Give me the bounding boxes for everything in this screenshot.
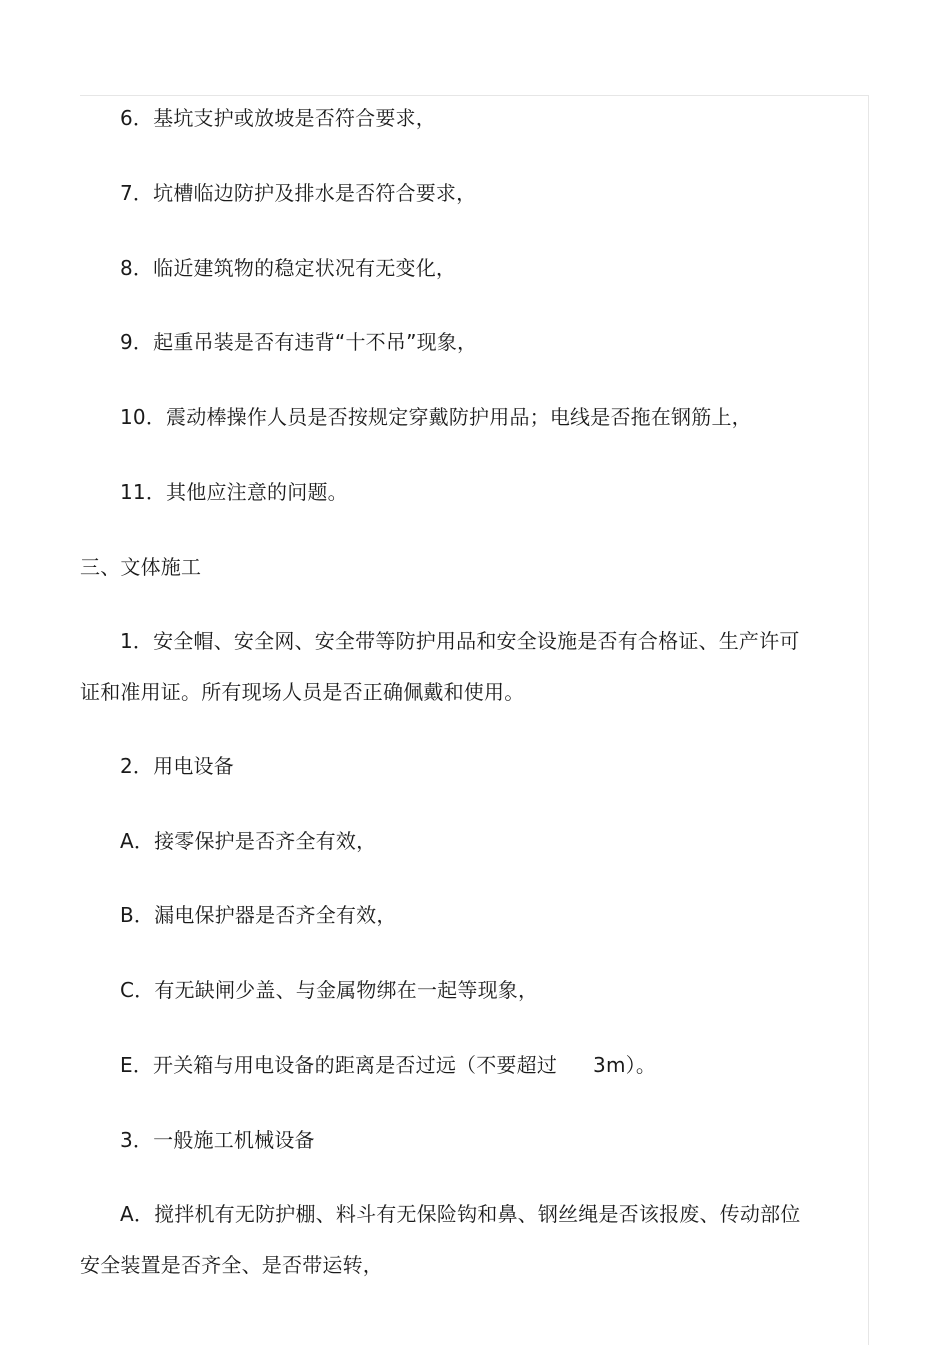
list-item-8: 8．临近建筑物的稳定状况有无变化， [120, 256, 457, 280]
item-3-a-line-1: A．搅拌机有无防护棚、料斗有无保险钩和鼻、钢丝绳是否该报废、传动部位 [120, 1202, 801, 1226]
page-frame [80, 95, 869, 1345]
item-2-e-text: E．开关箱与用电设备的距离是否过远（不要超过 [120, 1053, 558, 1077]
list-item-6: 6．基坑支护或放坡是否符合要求， [120, 106, 436, 130]
list-item-10: 10．震动棒操作人员是否按规定穿戴防护用品；电线是否拖在钢筋上， [120, 405, 752, 429]
item-2-heading: 2．用电设备 [120, 754, 234, 778]
item-1-line-1: 1．安全帽、安全网、安全带等防护用品和安全设施是否有合格证、生产许可 [120, 629, 800, 653]
item-2-e-value: 3m）。 [593, 1053, 657, 1077]
item-1-line-2: 证和准用证。所有现场人员是否正确佩戴和使用。 [80, 680, 525, 704]
item-2-a: A．接零保护是否齐全有效， [120, 829, 377, 853]
list-item-7: 7．坑槽临边防护及排水是否符合要求， [120, 181, 477, 205]
list-item-11: 11．其他应注意的问题。 [120, 480, 348, 504]
item-2-c: C．有无缺闸少盖、与金属物绑在一起等现象， [120, 978, 539, 1002]
list-item-9: 9．起重吊装是否有违背“十不吊”现象， [120, 330, 478, 354]
item-2-e [120, 1053, 656, 1077]
item-3-heading: 3．一般施工机械设备 [120, 1128, 315, 1152]
item-2-b: B．漏电保护器是否齐全有效， [120, 903, 397, 927]
item-3-a-line-2: 安全装置是否齐全、是否带运转， [80, 1253, 383, 1277]
section-heading: 三、文体施工 [80, 555, 202, 579]
